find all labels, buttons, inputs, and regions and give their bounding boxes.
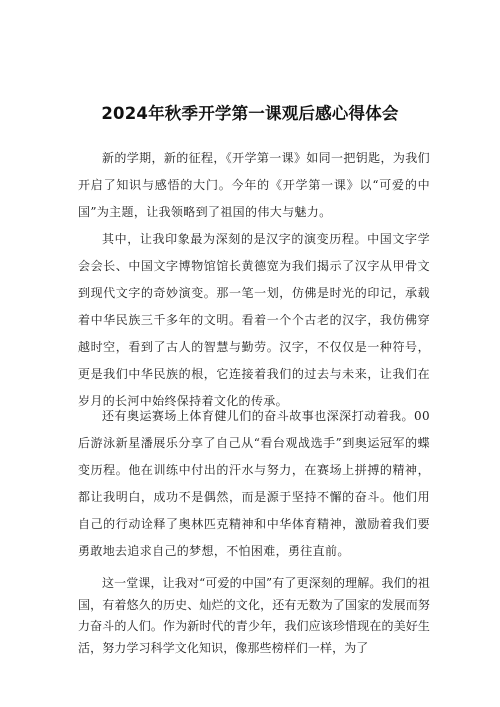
document-title: 2024年秋季开学第一课观后感心得体会 [101, 104, 399, 124]
paragraph-chinese-characters: 其中，让我印象最为深刻的是汉字的演变历程。中国文字学会会长、中国文字博物馆馆长黄德宽为我们揭示了汉字从甲骨文到现代文字的奇妙演变。那一笔一划，仿佛是时光的印记，承载着中华民族三千多年的文明。看着一个个古老的汉字，我仿佛穿越时空，看到了古人的智慧与勤劳。汉字，不仅仅是一种符号，更是我们中华民族的根，它连接着我们的过去与未来，让我们在岁月的长河中始终保持着文化的传承。 [78, 232, 430, 408]
paragraph-intro: 新的学期，新的征程，《开学第一课》如同一把钥匙，为我们开启了知识与感悟的大门。今年的《开学第一课》以“可爱的中国”为主题，让我领略到了祖国的伟大与魅力。 [78, 151, 430, 219]
paragraph-olympic-athletes: 还有奥运赛场上体育健儿们的奋斗故事也深深打动着我。00后游泳新星潘展乐分享了自己从“看台观战选手”到奥运冠军的蝶变历程。他在训练中付出的汗水与努力，在赛场上拼搏的精神，都让我明白，成功不是偶然，而是源于坚持不懈的奋斗。他们用自己的行动诠释了奥林匹克精神和中华体育精神，激励着我们要勇敢地去追求自己的梦想，不怕困难，勇往直前。 [78, 409, 430, 558]
paragraph-conclusion: 这一堂课，让我对“可爱的中国”有了更深刻的理解。我们的祖国，有着悠久的历史、灿烂的文化，还有无数为了国家的发展而努力奋斗的人们。作为新时代的青少年，我们应该珍惜现在的美好生活，努力学习科学文化知识，像那些榜样们一样，为了 [78, 576, 430, 655]
